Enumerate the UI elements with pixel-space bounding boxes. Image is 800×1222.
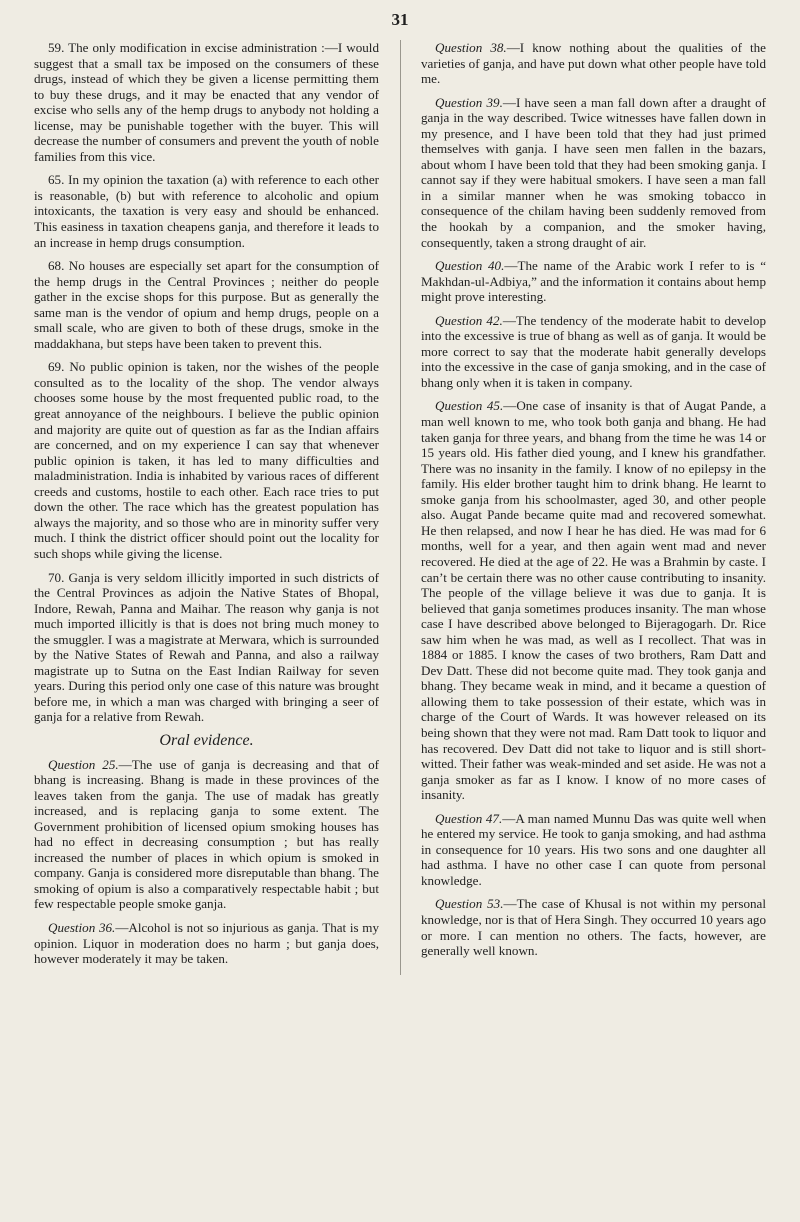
question-45-text: —One case of insanity is that of Augat Pande, a man well known to me, who took both ganja and bhang. He had taken ganja for three years, and bhang from the time he was 14 or 15 years old. His father died young, and I knew his grandfather. There was no insanity in the family. I know of no epilepsy in the family. His elder brother taught him to drink bhang. He learnt to smoke ganja from his schoolmaster, aged 30, and other people also. Augat Pande became quite mad and recovered somewhat. He then relapsed, and now I hear he has died. He was mad for 6 months, well for a year, and then again went mad and never recovered. He died at the age of 22. He was a Brahmin by caste. I can’t be certain there was no other cause contributing to insanity. The people of the village believe it was due to ganja. It is believed that ganja sometimes produces insanity. The man whose case I have described above belonged to Bijeragogarh. Dr. Rice saw him when he was mad, as well as I recollect. That was in 1884 or 1885. I know the cases of two brothers, Ram Datt and Dev Datt. These did not become quite mad. They took ganja and bhang. They became weak in mind, and it became a question of allowing them to take possession of their estate, which was in charge of the Court of Wards. It was however released on its being shown that they were not mad. Ram Datt took to liquor and has recovered. Dev Datt did not take to liquor and is still short-witted. Their father was weak-minded and set aside. He was not a ganja smoker as far as I know. I know of no more cases of insanity. bbox=[421, 398, 767, 803]
paragraph-69: 69. No public opinion is taken, nor the wishes of the people consulted as to the locality of the shop. The vendor always chooses some house by the most frequented public road, to the great annoyance of the neighbours. I believe the public opinion and majority are quite out of question as far as the Indian affairs are concerned, and on my experience I can say that whenever public opinion is taken, it has led to many difficulties and maladministration. India is inhabited by various races of different creeds and customs, hostile to each other. Each race tries to put down the other. The race which has the greatest population has always the majority, and so those who are in minority suffer very much. I think the district officer should point out the locality for such shops while giving the license. bbox=[34, 359, 379, 561]
page-number: 31 bbox=[391, 10, 409, 29]
paragraph-65: 65. In my opinion the taxation (a) with reference to each other is reasonable, (b) but with reference to alcoholic and opium intoxicants, the taxation is very easy and should be enhanced. This easiness in taxation cheapens ganja, and therefore it leads to an increase in hemp drugs consumption. bbox=[34, 172, 379, 250]
paragraph-59: 59. The only modification in excise administration :—I would suggest that a small tax be imposed on the consumers of these drugs, instead of which they be given a license permitting them to buy these drugs, and it may be enacted that any vendor of excise who sells any of the hemp drugs to anybody not holding a license, may be punishable together with the buyer. This will decrease the number of consumers and prevent the youth of noble families from this vice. bbox=[34, 40, 379, 164]
question-40 bbox=[421, 258, 766, 305]
question-25 bbox=[34, 757, 379, 912]
two-column-body bbox=[34, 40, 766, 975]
question-36-text: —Alcohol is not so injurious as ganja. That is my opinion. Liquor in moderation does no harm ; but ganja does, however moderately it may be taken. bbox=[34, 919, 379, 967]
question-38 bbox=[421, 40, 766, 87]
question-45 bbox=[421, 398, 766, 802]
question-45-label: Question 45. bbox=[435, 398, 504, 414]
paragraph-68: 68. No houses are especially set apart for the consumption of the hemp drugs in the Central Provinces ; neither do people gather in the excise shops for this purpose. But as generally the same man is the vendor of opium and hemp drugs, people on a small scale, who are given to both of these drugs, smoke in the maddakhana, but steps have been taken to prevent this. bbox=[34, 258, 379, 351]
question-42 bbox=[421, 313, 766, 391]
left-column bbox=[34, 40, 379, 975]
right-column bbox=[421, 40, 766, 975]
question-42-label: Question 42. bbox=[435, 312, 503, 328]
question-53 bbox=[421, 896, 766, 958]
question-38-label: Question 38. bbox=[435, 40, 507, 55]
question-40-label: Question 40. bbox=[435, 258, 505, 274]
question-36 bbox=[34, 920, 379, 967]
question-42-text: —The tendency of the moderate habit to develop into the excessive is true of bhang as well as of ganja. It would be more correct to say that the moderate habit generally develops into the excessive in the case of ganja smoking, and in the case of bhang only when it is taken in company. bbox=[421, 312, 767, 390]
question-47-text: —A man named Munnu Das was quite well when he entered my service. He took to ganja smoking, and had asthma in consequence for 10 years. His two sons and one daughter all had asthma. I have no other case I can quote from personal knowledge. bbox=[421, 810, 766, 888]
question-47-label: Question 47. bbox=[435, 810, 503, 826]
question-39-label: Question 39. bbox=[435, 94, 503, 110]
question-38-text: —I know nothing about the qualities of the varieties of ganja, and have put down what other people have told me. bbox=[421, 40, 766, 87]
question-53-text: —The case of Khusal is not within my personal knowledge, nor is that of Hera Singh. They occurred 10 years ago or more. I can mention no others. The facts, however, are generally well known. bbox=[421, 896, 766, 959]
question-25-text: —The use of ganja is decreasing and that of bhang is increasing. Bhang is made in these provinces of the leaves taken from the ganja. The use of madak has greatly increased, and is replacing ganja to some extent. The Government prohibition of licensed opium smoking houses has had no effect in decreasing consumption ; but has really increased the number of places in which opium is smoked in company. Ganja is considered more disreputable than bhang. The smoking of opium is also a comparatively respectable habit ; but few respectable people smoke ganja. bbox=[34, 756, 380, 912]
question-39 bbox=[421, 95, 766, 250]
column-divider bbox=[400, 40, 401, 975]
question-53-label: Question 53. bbox=[435, 896, 504, 912]
paragraph-70: 70. Ganja is very seldom illicitly imported in such districts of the Central Provinces as adjoin the Native States of Bhopal, Indore, Rewah, Panna and Maihar. The reason why ganja is not much imported illicitly is that is does not bring much money to the smuggler. I was a magistrate at Merwara, which is surrounded by the Native States of Rewah and Panna, and also a railway magistrate up to Sutna on the East Indian Railway for seven years. During this period only one case of this nature was brought before me, in which a man was charged with bringing a seer of ganja for a relative from Rewah. bbox=[34, 569, 379, 725]
question-40-text: —The name of the Arabic work I refer to is “ Makhdan-ul-Adbiya,” and the information it contains about hemp might prove interesting. bbox=[421, 258, 766, 305]
question-47 bbox=[421, 811, 766, 889]
question-39-text: —I have seen a man fall down after a draught of ganja in the way described. Twice witnesses have fallen down in my presence, and I have been told that they had just primed themselves with ganja. I have seen men fallen in the bazars, about whom I have been told that they had been smoking ganja. I cannot say if they were habitual smokers. I have seen a man fall in a similar manner when he was smoking tobacco in consequence of the chilam having been suddenly removed from the hookah by a companion, and the smoker having, consequently, taken a strong draught of air. bbox=[421, 94, 766, 250]
oral-evidence-heading: Oral evidence. bbox=[159, 731, 254, 749]
question-36-label: Question 36. bbox=[48, 919, 116, 935]
question-25-label: Question 25. bbox=[48, 756, 119, 772]
